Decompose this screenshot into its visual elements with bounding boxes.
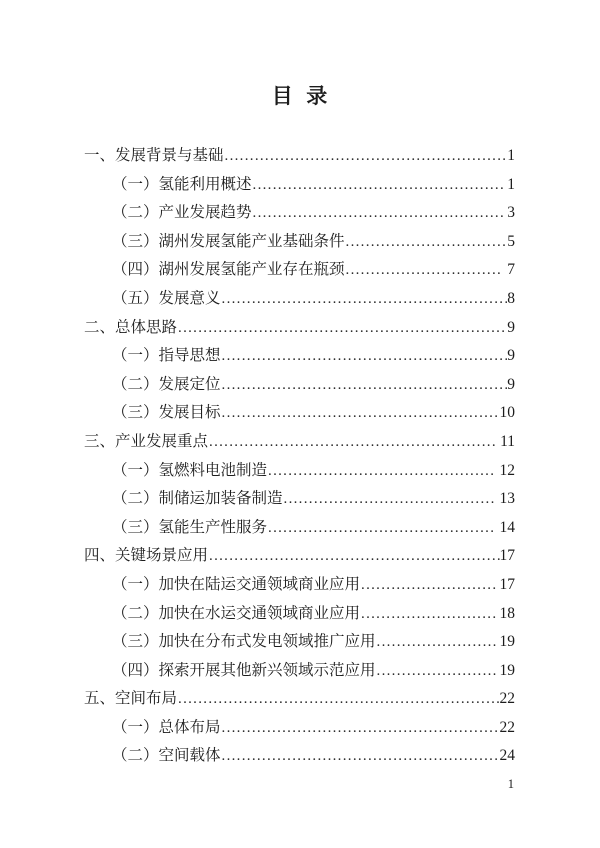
toc-entry-page: 11 xyxy=(496,432,515,450)
toc-entry-label: 二、总体思路 xyxy=(84,318,178,336)
toc-entry[interactable] xyxy=(84,742,515,771)
toc-entry-label: （一）总体布局 xyxy=(112,718,221,736)
toc-leader-dots xyxy=(221,399,500,428)
toc-leader-dots xyxy=(221,285,508,314)
toc-entry-page: 5 xyxy=(507,232,515,250)
page-title: 目 录 xyxy=(271,84,329,108)
toc-entry-label: （五）发展意义 xyxy=(112,289,221,307)
toc-leader-dots xyxy=(376,628,496,657)
toc-leader-dots xyxy=(224,142,508,171)
toc-list xyxy=(84,142,515,771)
toc-entry-label: （一）氢燃料电池制造 xyxy=(112,461,268,479)
toc-entry[interactable] xyxy=(84,399,515,428)
toc-entry-page: 7 xyxy=(503,261,515,279)
toc-leader-dots xyxy=(177,685,499,714)
toc-entry-label: （一）加快在陆运交通领域商业应用 xyxy=(112,575,361,593)
toc-leader-dots xyxy=(267,514,496,543)
toc-entry-page: 8 xyxy=(507,289,515,307)
toc-entry-label: （二）发展定位 xyxy=(112,375,221,393)
toc-leader-dots xyxy=(267,457,496,486)
toc-leader-dots xyxy=(283,485,496,514)
toc-entry-label: （三）湖州发展氢能产业基础条件 xyxy=(112,232,345,250)
toc-entry-label: （三）氢能生产性服务 xyxy=(112,518,268,536)
toc-entry[interactable] xyxy=(84,628,515,657)
toc-entry[interactable] xyxy=(84,171,515,200)
toc-entry-page: 19 xyxy=(495,661,515,679)
toc-entry-page: 18 xyxy=(495,604,515,622)
toc-entry-page: 10 xyxy=(499,404,515,422)
toc-leader-dots xyxy=(221,714,500,743)
toc-entry-label: 一、发展背景与基础 xyxy=(84,147,224,164)
toc-entry-page: 9 xyxy=(507,347,515,365)
toc-leader-dots xyxy=(221,342,508,371)
toc-entry[interactable] xyxy=(84,714,515,743)
toc-leader-dots xyxy=(208,542,499,571)
toc-entry-label: 三、产业发展重点 xyxy=(84,432,209,450)
toc-entry-label: （二）产业发展趋势 xyxy=(112,204,252,222)
toc-entry[interactable] xyxy=(84,256,515,285)
toc-entry-label: 五、空间布局 xyxy=(84,690,178,708)
toc-entry-page: 17 xyxy=(495,575,515,593)
toc-entry-page: 22 xyxy=(499,690,515,708)
toc-entry[interactable] xyxy=(84,600,515,629)
toc-entry[interactable] xyxy=(84,371,515,400)
toc-entry-label: （四）探索开展其他新兴领域示范应用 xyxy=(112,661,376,679)
toc-leader-dots xyxy=(345,256,504,285)
toc-leader-dots xyxy=(360,571,496,600)
toc-entry-page: 3 xyxy=(503,204,515,222)
toc-entry-label: 四、关键场景应用 xyxy=(84,547,209,565)
toc-entry[interactable] xyxy=(84,342,515,371)
toc-leader-dots xyxy=(345,228,508,257)
toc-entry-page: 12 xyxy=(495,461,515,479)
toc-leader-dots xyxy=(252,199,504,228)
toc-entry[interactable] xyxy=(84,285,515,314)
toc-entry-label: （四）湖州发展氢能产业存在瓶颈 xyxy=(112,261,345,279)
toc-entry[interactable] xyxy=(84,142,515,171)
toc-entry-page: 22 xyxy=(499,718,515,736)
toc-entry-page: 1 xyxy=(503,175,515,193)
toc-entry[interactable] xyxy=(84,314,515,343)
toc-entry-label: （二）加快在水运交通领域商业应用 xyxy=(112,604,361,622)
toc-entry-label: （一）指导思想 xyxy=(112,347,221,365)
toc-entry[interactable] xyxy=(84,228,515,257)
footer-page-number: 1 xyxy=(507,777,514,791)
toc-entry[interactable] xyxy=(84,457,515,486)
toc-entry[interactable] xyxy=(84,428,515,457)
toc-entry-page: 13 xyxy=(495,490,515,508)
toc-leader-dots xyxy=(376,657,496,686)
toc-entry-page: 24 xyxy=(499,747,515,765)
toc-entry[interactable] xyxy=(84,542,515,571)
toc-leader-dots xyxy=(360,600,496,629)
toc-entry[interactable] xyxy=(84,657,515,686)
toc-leader-dots xyxy=(221,742,500,771)
toc-entry-label: （二）空间载体 xyxy=(112,747,221,765)
toc-entry[interactable] xyxy=(84,571,515,600)
toc-leader-dots xyxy=(221,371,508,400)
toc-entry-page: 1 xyxy=(507,147,515,164)
toc-entry-label: （三）发展目标 xyxy=(112,404,221,422)
toc-leader-dots xyxy=(208,428,496,457)
toc-entry-page: 19 xyxy=(495,633,515,651)
toc-entry-label: （一）氢能利用概述 xyxy=(112,175,252,193)
toc-leader-dots xyxy=(252,171,504,200)
toc-entry-page: 9 xyxy=(507,318,515,336)
toc-entry-label: （二）制储运加装备制造 xyxy=(112,490,283,508)
toc-entry-page: 14 xyxy=(495,518,515,536)
toc-entry[interactable] xyxy=(84,685,515,714)
toc-entry[interactable] xyxy=(84,514,515,543)
toc-entry-page: 9 xyxy=(507,375,515,393)
toc-leader-dots xyxy=(177,314,507,343)
toc-entry[interactable] xyxy=(84,199,515,228)
toc-entry-page: 17 xyxy=(499,547,515,565)
toc-entry-label: （三）加快在分布式发电领域推广应用 xyxy=(112,633,376,651)
toc-entry[interactable] xyxy=(84,485,515,514)
